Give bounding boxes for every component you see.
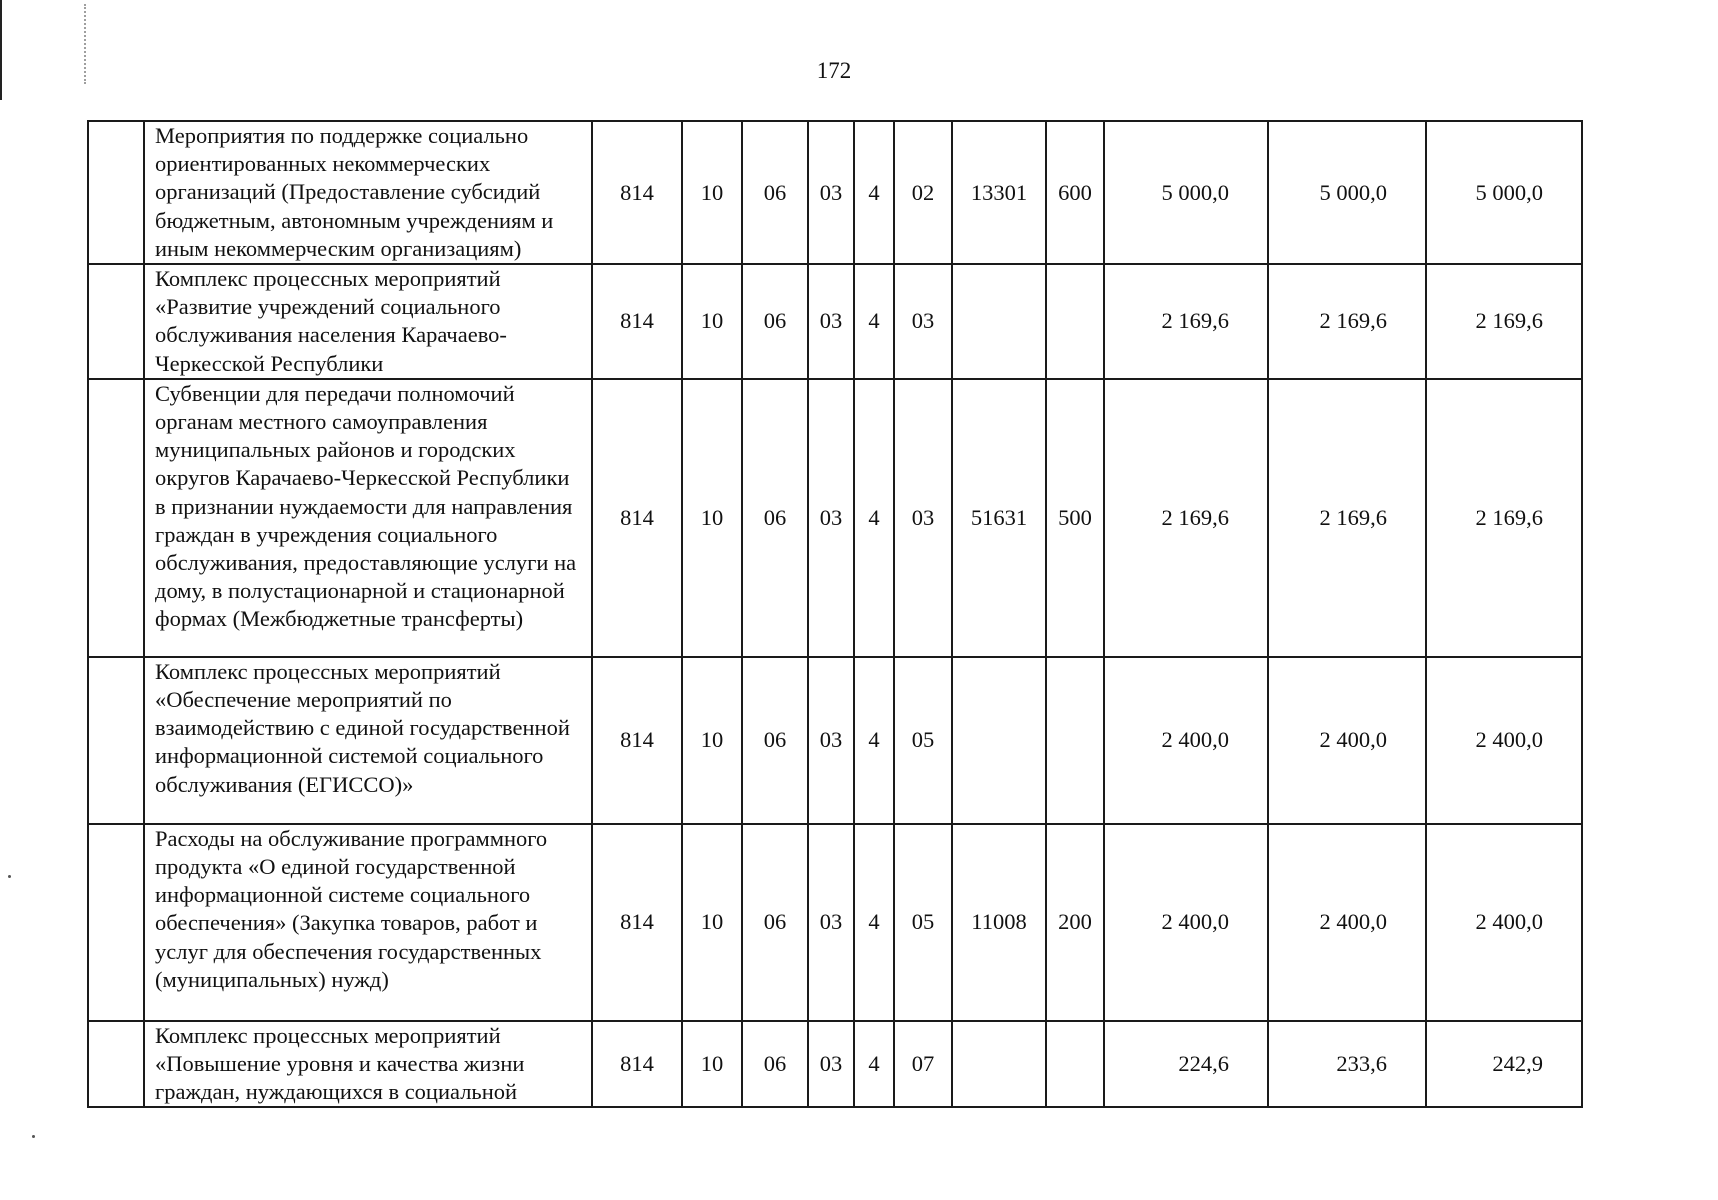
table-row [88, 824, 1582, 1021]
subsection-code: 06 [742, 824, 808, 1021]
row-name: Субвенции для передачи полномочий органам местного самоуправления муниципальных районов и городских округов Карачаево-Черкесской Республики в признании нуждаемости для направления граждан в учреждения социального обслуживания, предоставляющие услуги на дому, в полустационарной и стационарной формах (Межбюджетные трансферты) [144, 379, 592, 657]
program-type-code: 4 [854, 1021, 894, 1108]
structural-element-code: 07 [894, 1021, 952, 1108]
structural-element-code: 03 [894, 379, 952, 657]
program-type-code: 4 [854, 824, 894, 1021]
amount-year-1: 2 400,0 [1104, 657, 1268, 824]
page-number: 172 [816, 58, 852, 83]
direction-code: 51631 [952, 379, 1046, 657]
row-name: Расходы на обслуживание программного продукта «О единой государственной информационной системе социального обеспечения» (Закупка товаров, работ и услуг для обеспечения государственных (муниципальных) нужд) [144, 824, 592, 1021]
row-index [88, 1021, 144, 1108]
amount-year-2: 2 400,0 [1268, 657, 1426, 824]
subsection-code: 06 [742, 657, 808, 824]
direction-code: 13301 [952, 121, 1046, 264]
expense-type-code: 600 [1046, 121, 1104, 264]
row-index [88, 121, 144, 264]
expense-type-code [1046, 264, 1104, 379]
expense-type-code: 200 [1046, 824, 1104, 1021]
structural-element-code: 05 [894, 824, 952, 1021]
program-code: 03 [808, 121, 854, 264]
row-name: Комплекс процессных мероприятий «Развитие учреждений социального обслуживания населения Карачаево-Черкесской Республики [144, 264, 592, 379]
structural-element-code: 03 [894, 264, 952, 379]
table-row [88, 657, 1582, 824]
structural-element-code: 05 [894, 657, 952, 824]
ved-code: 814 [592, 824, 682, 1021]
section-code: 10 [682, 121, 742, 264]
program-type-code: 4 [854, 121, 894, 264]
amount-year-1: 2 169,6 [1104, 379, 1268, 657]
row-index [88, 379, 144, 657]
table-row [88, 121, 1582, 264]
amount-year-1: 2 169,6 [1104, 264, 1268, 379]
row-name: Комплекс процессных мероприятий «Обеспечение мероприятий по взаимодействию с единой государственной информационной системой социального обслуживания (ЕГИССО)» [144, 657, 592, 824]
amount-year-3: 2 400,0 [1426, 657, 1582, 824]
ved-code: 814 [592, 121, 682, 264]
row-index [88, 657, 144, 824]
subsection-code: 06 [742, 121, 808, 264]
row-name: Мероприятия по поддержке социально ориентированных некоммерческих организаций (Предоставление субсидий бюджетным, автономным учреждениям и иным некоммерческим организациям) [144, 121, 592, 264]
subsection-code: 06 [742, 379, 808, 657]
section-code: 10 [682, 1021, 742, 1108]
program-code: 03 [808, 1021, 854, 1108]
scan-speck [32, 1135, 35, 1138]
amount-year-1: 5 000,0 [1104, 121, 1268, 264]
row-name: Комплекс процессных мероприятий «Повышение уровня и качества жизни граждан, нуждающихся в социальной [144, 1021, 592, 1108]
expense-type-code [1046, 657, 1104, 824]
program-type-code: 4 [854, 657, 894, 824]
table-row [88, 264, 1582, 379]
scan-speck [8, 875, 11, 878]
direction-code: 11008 [952, 824, 1046, 1021]
scan-edge-line [0, 0, 2, 100]
ved-code: 814 [592, 657, 682, 824]
amount-year-3: 5 000,0 [1426, 121, 1582, 264]
program-code: 03 [808, 264, 854, 379]
amount-year-1: 2 400,0 [1104, 824, 1268, 1021]
ved-code: 814 [592, 1021, 682, 1108]
expense-type-code: 500 [1046, 379, 1104, 657]
direction-code [952, 264, 1046, 379]
ved-code: 814 [592, 264, 682, 379]
program-code: 03 [808, 657, 854, 824]
amount-year-3: 2 169,6 [1426, 264, 1582, 379]
amount-year-2: 2 169,6 [1268, 379, 1426, 657]
amount-year-2: 2 169,6 [1268, 264, 1426, 379]
row-index [88, 824, 144, 1021]
amount-year-2: 233,6 [1268, 1021, 1426, 1108]
row-index [88, 264, 144, 379]
direction-code [952, 657, 1046, 824]
structural-element-code: 02 [894, 121, 952, 264]
amount-year-3: 2 169,6 [1426, 379, 1582, 657]
section-code: 10 [682, 379, 742, 657]
section-code: 10 [682, 264, 742, 379]
program-code: 03 [808, 824, 854, 1021]
budget-table [87, 120, 1583, 1108]
amount-year-2: 5 000,0 [1268, 121, 1426, 264]
program-type-code: 4 [854, 379, 894, 657]
section-code: 10 [682, 824, 742, 1021]
subsection-code: 06 [742, 264, 808, 379]
subsection-code: 06 [742, 1021, 808, 1108]
program-code: 03 [808, 379, 854, 657]
amount-year-2: 2 400,0 [1268, 824, 1426, 1021]
amount-year-1: 224,6 [1104, 1021, 1268, 1108]
direction-code [952, 1021, 1046, 1108]
section-code: 10 [682, 657, 742, 824]
table-row [88, 1021, 1582, 1108]
ved-code: 814 [592, 379, 682, 657]
amount-year-3: 2 400,0 [1426, 824, 1582, 1021]
amount-year-3: 242,9 [1426, 1021, 1582, 1108]
expense-type-code [1046, 1021, 1104, 1108]
program-type-code: 4 [854, 264, 894, 379]
table-row [88, 379, 1582, 657]
